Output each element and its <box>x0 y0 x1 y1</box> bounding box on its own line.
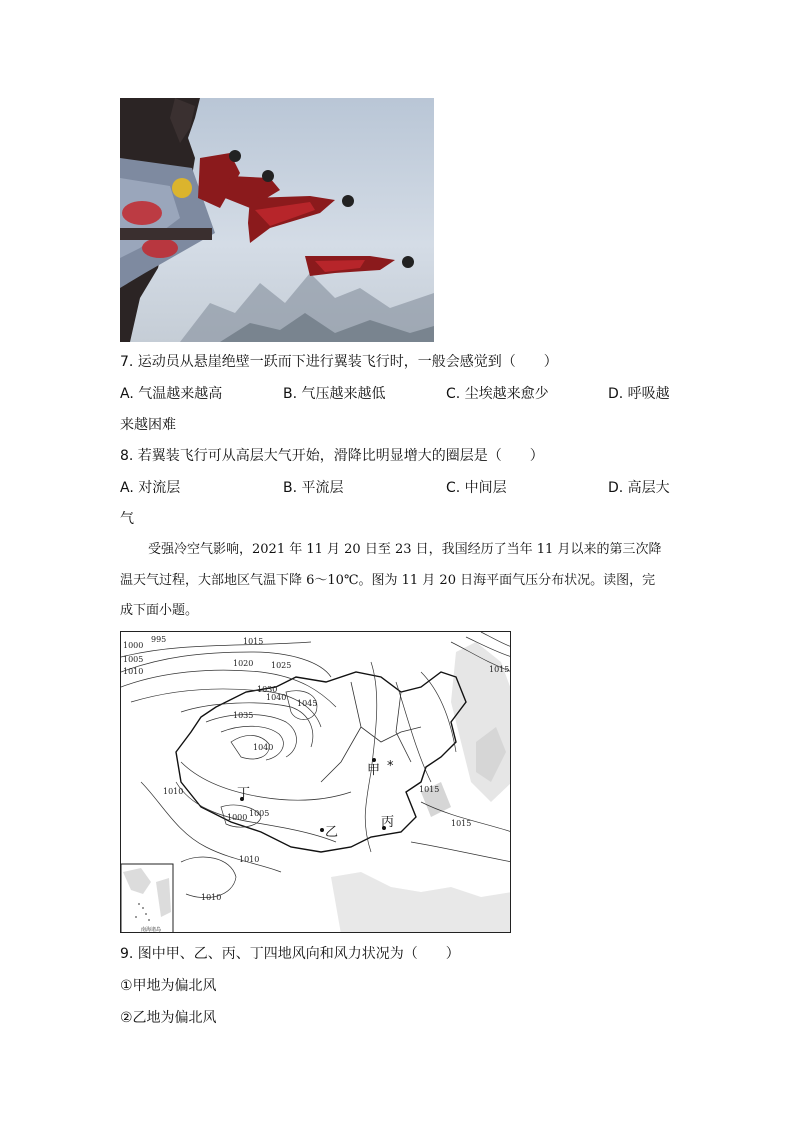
place-label-yi: 乙 <box>325 825 339 840</box>
place-label-bing: 丙 <box>381 815 395 830</box>
place-label-jia: 甲 <box>367 763 381 778</box>
isobar-label: 1000 <box>227 813 248 822</box>
wingsuit-photo-illustration <box>120 98 434 342</box>
isobar-label: 1035 <box>233 711 254 720</box>
isobar-label: 1010 <box>163 787 184 796</box>
q9-stem: 9. 图中甲、乙、丙、丁四地风向和风力状况为（ ） <box>120 946 460 962</box>
isobar-label: 1015 <box>489 665 510 674</box>
q8-option-c: C. 中间层 <box>446 480 507 496</box>
isobar-label: 1015 <box>243 637 264 646</box>
inset-caption: 南海诸岛 <box>141 927 162 933</box>
isobar-label: 1045 <box>297 699 318 708</box>
q7-option-a: A. 气温越来越高 <box>120 386 223 402</box>
place-dot-jia <box>372 758 376 762</box>
isobar-label: 1025 <box>271 661 292 670</box>
isobar-label: 1010 <box>123 667 144 676</box>
q7-option-c: C. 尘埃越来愈少 <box>446 386 549 402</box>
isobar-label: 1010 <box>201 893 222 902</box>
isobar-label: 1030 <box>257 685 278 694</box>
q9-item-2: ②乙地为偏北风 <box>120 1010 217 1026</box>
beijing-star-icon: * <box>387 759 394 774</box>
passage-line-1: 受强冷空气影响，2021 年 11 月 20 日至 23 日，我国经历了当年 11 月以来的第三次降 <box>148 542 662 557</box>
isobar-label: 1020 <box>233 659 254 668</box>
isobar-label: 1005 <box>249 809 270 818</box>
q7-option-d-wrap: 来越困难 <box>120 417 176 433</box>
q8-option-d-wrap: 气 <box>120 511 134 527</box>
isobar-label: 1040 <box>253 743 274 752</box>
q8-option-a: A. 对流层 <box>120 480 181 496</box>
wingsuit-photo <box>120 98 434 342</box>
isobar-label: 1005 <box>123 655 144 664</box>
isobar-label: 1000 <box>123 641 144 650</box>
q8-option-d: D. 高层大 <box>608 480 670 496</box>
isobar-label: 1010 <box>239 855 260 864</box>
isobar-map <box>120 631 511 933</box>
isobar-label: 1015 <box>419 785 440 794</box>
q7-stem: 7. 运动员从悬崖绝壁一跃而下进行翼装飞行时，一般会感觉到（ ） <box>120 354 558 370</box>
q7-option-d: D. 呼吸越 <box>608 386 670 402</box>
isobar-label: 995 <box>151 635 167 644</box>
place-dot-yi <box>320 828 324 832</box>
passage-line-2: 温天气过程，大部地区气温下降 6～10℃。图为 11 月 20 日海平面气压分布状况。读图，完 <box>120 573 656 588</box>
q9-item-1: ①甲地为偏北风 <box>120 978 217 994</box>
place-label-ding: 丁 <box>237 786 251 801</box>
q8-option-b: B. 平流层 <box>283 480 344 496</box>
isobar-label: 1040 <box>266 693 287 702</box>
isobar-map-drawing <box>121 632 511 933</box>
q7-option-b: B. 气压越来越低 <box>283 386 386 402</box>
passage-line-3: 成下面小题。 <box>120 603 199 618</box>
q8-stem: 8. 若翼装飞行可从高层大气开始，滑降比明显增大的圈层是（ ） <box>120 448 544 464</box>
isobar-label: 1015 <box>451 819 472 828</box>
